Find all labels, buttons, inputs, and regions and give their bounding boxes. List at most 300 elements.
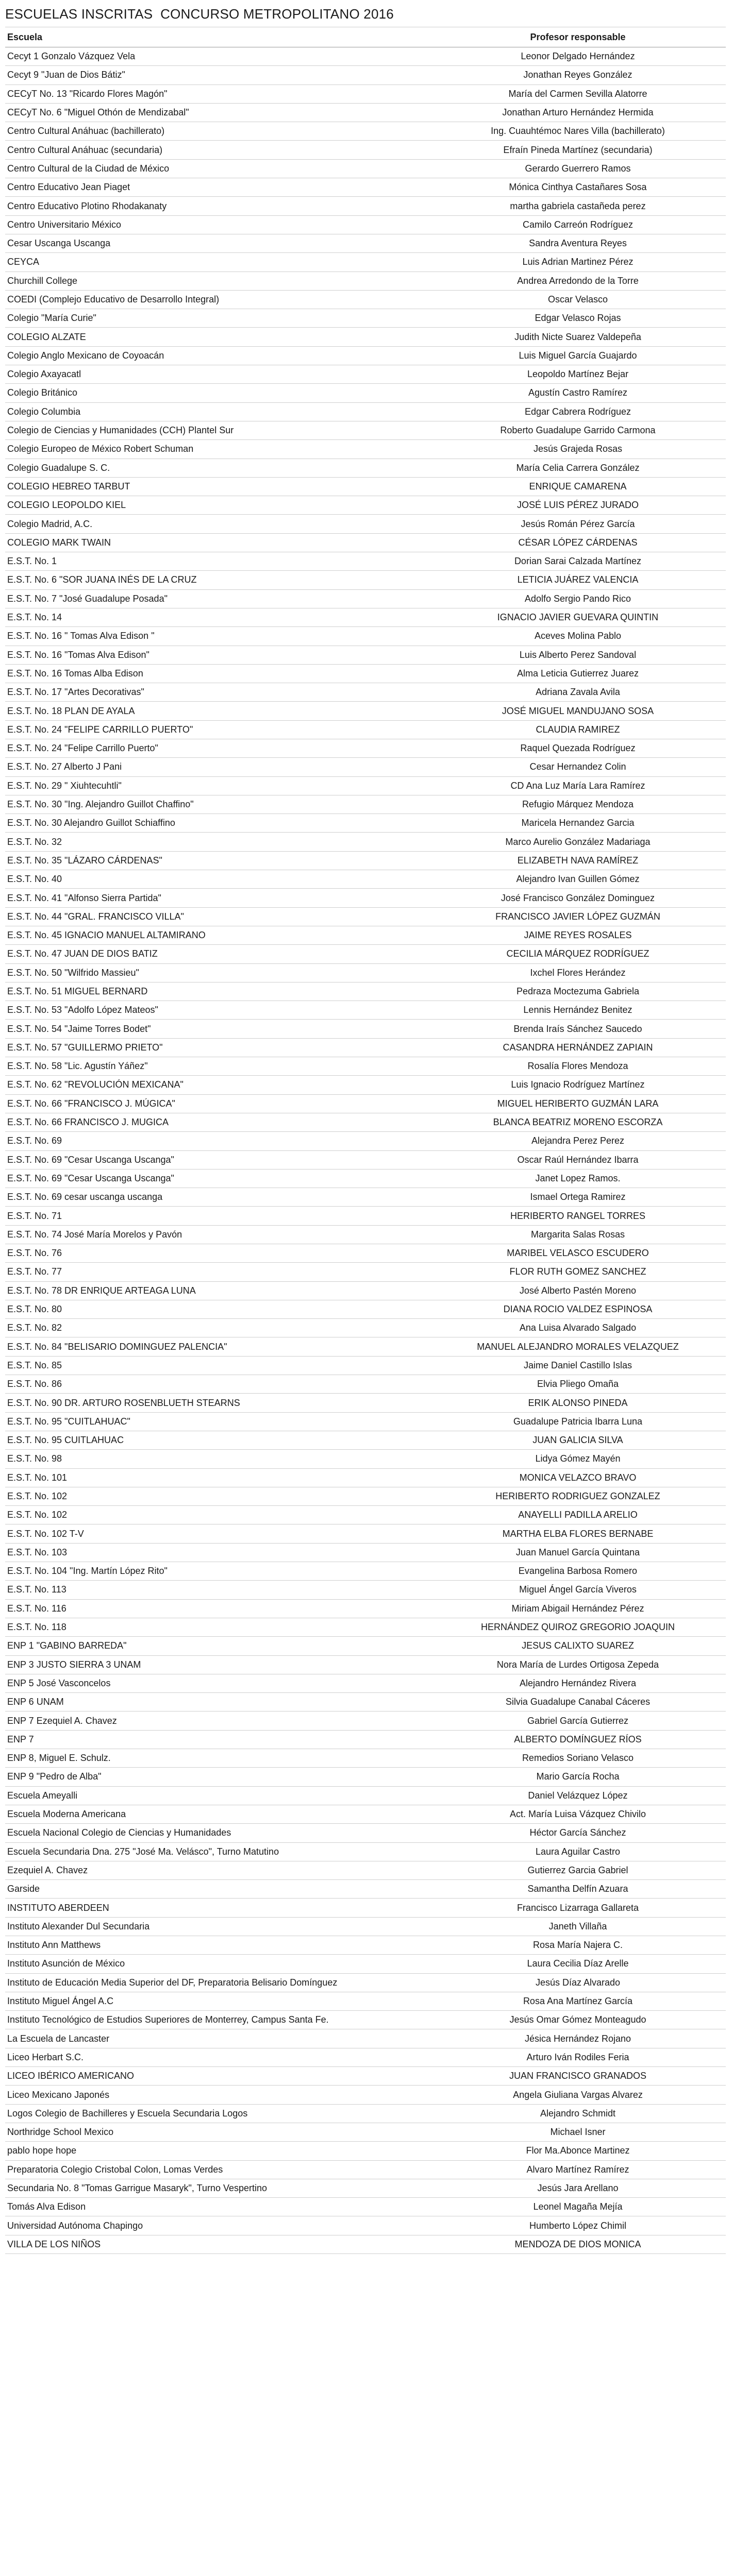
table-row (5, 178, 726, 197)
teacher-name: Camilo Carreón Rodríguez (522, 219, 634, 230)
teacher-name: Alvaro Martínez Ramírez (526, 2164, 629, 2175)
teacher-name: Juan Manuel García Quintana (515, 1547, 640, 1557)
table-row (5, 2105, 726, 2123)
teacher-name: Héctor García Sánchez (529, 1827, 626, 1838)
school-name: ENP 8, Miguel E. Schulz. (7, 1753, 111, 1764)
table-row (5, 552, 726, 571)
school-name: CEYCA (7, 257, 40, 267)
school-name: E.S.T. No. 58 "Lic. Agustín Yáñez" (7, 1061, 148, 1072)
school-name: Centro Universitario México (7, 219, 122, 230)
table-row (5, 1151, 726, 1170)
teacher-name: Rosalía Flores Mendoza (527, 1061, 628, 1072)
school-name: Ezequiel A. Chavez (7, 1865, 88, 1875)
table-row (5, 2216, 726, 2235)
teacher-name: Maricela Hernandez Garcia (521, 818, 635, 828)
table-row (5, 2067, 726, 2086)
school-name: E.S.T. No. 54 "Jaime Torres Bodet" (7, 1023, 151, 1034)
table-row (5, 478, 726, 496)
school-name: E.S.T. No. 95 "CUITLAHUAC" (7, 1416, 130, 1427)
teacher-name: María del Carmen Sevilla Alatorre (508, 88, 647, 99)
school-name: E.S.T. No. 76 (7, 1248, 62, 1259)
teacher-name: Gerardo Guerrero Ramos (525, 163, 631, 174)
teacher-name: Evangelina Barbosa Romero (518, 1566, 638, 1577)
school-name: E.S.T. No. 80 (7, 1304, 62, 1315)
school-name: Colegio Europeo de México Robert Schuman (7, 444, 194, 454)
teacher-name: Lidya Gómez Mayén (535, 1453, 621, 1464)
teacher-name: Flor Ma.Abonce Martinez (526, 2145, 630, 2156)
teacher-name: Leonor Delgado Hernández (521, 51, 635, 62)
table-body (5, 47, 726, 2254)
school-name: Cecyt 1 Gonzalo Vázquez Vela (7, 51, 136, 62)
school-name: E.S.T. No. 35 "LÁZARO CÁRDENAS" (7, 855, 162, 866)
teacher-name: Adolfo Sergio Pando Rico (524, 593, 631, 604)
school-name: E.S.T. No. 18 PLAN DE AYALA (7, 705, 135, 716)
teacher-name: Miguel Ángel García Viveros (519, 1584, 637, 1595)
table-row (5, 1562, 726, 1581)
school-name: Instituto Asunción de México (7, 1958, 125, 1969)
teacher-name: Raquel Quezada Rodríguez (520, 743, 636, 754)
teacher-name: Miriam Abigail Hernández Pérez (511, 1603, 644, 1614)
teacher-name: IGNACIO JAVIER GUEVARA QUINTIN (497, 612, 659, 623)
school-name: Northridge School Mexico (7, 2127, 114, 2138)
table-row (5, 1282, 726, 1300)
header-school: Escuela (7, 31, 43, 42)
school-name: Cesar Uscanga Uscanga (7, 238, 111, 249)
teacher-name: Humberto López Chimil (529, 2220, 627, 2231)
teacher-name: Arturo Iván Rodiles Feria (526, 2052, 629, 2062)
table-row (5, 1544, 726, 1562)
table-row (5, 1581, 726, 1599)
teacher-name: Edgar Velasco Rojas (535, 313, 621, 324)
table-row (5, 197, 726, 215)
school-name: Escuela Nacional Colegio de Ciencias y Humanidades (7, 1827, 231, 1838)
school-name: E.S.T. No. 50 "Wilfrido Massieu" (7, 967, 139, 978)
teacher-name: Jesús Román Pérez García (521, 518, 635, 529)
table-row (5, 1357, 726, 1375)
school-name: Liceo Mexicano Japonés (7, 2089, 110, 2100)
teacher-name: Luis Adrian Martinez Pérez (522, 257, 634, 267)
table-row (5, 160, 726, 178)
teacher-name: JAIME REYES ROSALES (524, 930, 632, 941)
table-row (5, 2086, 726, 2104)
table-row (5, 1188, 726, 1207)
school-name: Colegio Anglo Mexicano de Coyoacán (7, 350, 164, 361)
table-row (5, 515, 726, 533)
table-row (5, 739, 726, 758)
table-row (5, 852, 726, 870)
table-row (5, 1618, 726, 1637)
teacher-name: José Alberto Pastén Moreno (519, 1285, 637, 1296)
school-name: E.S.T. No. 30 "Ing. Alejandro Guillot Chaffino" (7, 799, 194, 810)
school-name: E.S.T. No. 44 "GRAL. FRANCISCO VILLA" (7, 911, 184, 922)
teacher-name: Luis Ignacio Rodríguez Martínez (511, 1079, 645, 1090)
table-row (5, 1207, 726, 1225)
school-name: E.S.T. No. 51 MIGUEL BERNARD (7, 986, 148, 996)
school-name: E.S.T. No. 53 "Adolfo López Mateos" (7, 1005, 158, 1015)
teacher-name: Janet Lopez Ramos. (535, 1173, 621, 1183)
teacher-name: DIANA ROCIO VALDEZ ESPINOSA (503, 1304, 653, 1315)
school-name: Centro Cultural Anáhuac (bachillerato) (7, 126, 165, 137)
school-name: E.S.T. No. 6 "SOR JUANA INÉS DE LA CRUZ (7, 574, 197, 585)
school-name: Instituto de Educación Media Superior del DF, Preparatoria Belisario Domínguez (7, 1977, 338, 1988)
table-row (5, 1375, 726, 1394)
table-row (5, 85, 726, 104)
school-name: COLEGIO HEBREO TARBUT (7, 481, 130, 492)
table-row (5, 47, 726, 66)
teacher-name: MARIBEL VELASCO ESCUDERO (507, 1248, 649, 1259)
table-row (5, 2029, 726, 2048)
school-name: Colegio Axayacatl (7, 369, 81, 380)
school-name: E.S.T. No. 78 DR ENRIQUE ARTEAGA LUNA (7, 1285, 196, 1296)
school-name: Preparatoria Colegio Cristobal Colon, Lomas Verdes (7, 2164, 223, 2175)
teacher-name: Jaime Daniel Castillo Islas (523, 1360, 632, 1370)
table-row (5, 1936, 726, 1955)
school-name: E.S.T. No. 40 (7, 874, 62, 885)
school-name: ENP 3 JUSTO SIERRA 3 UNAM (7, 1659, 141, 1670)
school-name: E.S.T. No. 69 "Cesar Uscanga Uscanga" (7, 1154, 174, 1165)
table-row (5, 104, 726, 122)
school-name: Instituto Ann Matthews (7, 1940, 101, 1951)
school-name: ENP 7 Ezequiel A. Chavez (7, 1715, 117, 1726)
school-name: E.S.T. No. 16 Tomas Alba Edison (7, 668, 143, 679)
table-row (5, 403, 726, 421)
teacher-name: MIGUEL HERIBERTO GUZMÁN LARA (497, 1098, 659, 1109)
school-name: E.S.T. No. 69 cesar uscanga uscanga (7, 1192, 163, 1202)
teacher-name: José Francisco González Dominguez (501, 892, 655, 903)
school-name: Secundaria No. 8 "Tomas Garrigue Masaryk", Turno Vespertino (7, 2182, 268, 2193)
school-name: E.S.T. No. 118 (7, 1622, 66, 1633)
school-name: Centro Cultural Anáhuac (secundaria) (7, 144, 163, 155)
school-name: E.S.T. No. 98 (7, 1453, 62, 1464)
table-row (5, 1113, 726, 1132)
school-name: VILLA DE LOS NIÑOS (7, 2239, 101, 2249)
school-name: COEDI (Complejo Educativo de Desarrollo Integral) (7, 294, 220, 304)
school-name: E.S.T. No. 57 "GUILLERMO PRIETO" (7, 1042, 163, 1053)
teacher-name: Guadalupe Patricia Ibarra Luna (513, 1416, 643, 1427)
school-name: E.S.T. No. 102 (7, 1491, 68, 1501)
teacher-name: Oscar Velasco (547, 294, 608, 304)
table-row (5, 1880, 726, 1899)
table-row (5, 1413, 726, 1431)
table-row (5, 870, 726, 889)
school-name: E.S.T. No. 27 Alberto J Pani (7, 761, 122, 772)
school-name: E.S.T. No. 24 "FELIPE CARRILLO PUERTO" (7, 724, 193, 735)
table-row (5, 1600, 726, 1618)
table-row (5, 1918, 726, 1936)
school-name: Colegio Guadalupe S. C. (7, 462, 110, 473)
table-row (5, 683, 726, 702)
teacher-name: HERNÁNDEZ QUIROZ GREGORIO JOAQUIN (480, 1622, 675, 1633)
table-row (5, 777, 726, 795)
school-name: Colegio Madrid, A.C. (7, 518, 93, 529)
table-row (5, 1394, 726, 1412)
teacher-name: Ismael Ortega Ramirez (530, 1192, 626, 1202)
teacher-name: Laura Aguilar Castro (535, 1846, 621, 1857)
table-row (5, 1226, 726, 1244)
teacher-name: Alejandro Hernández Rivera (519, 1677, 637, 1688)
table-row (5, 2161, 726, 2179)
teacher-name: Agustín Castro Ramírez (528, 387, 628, 398)
table-row (5, 982, 726, 1001)
teacher-name: JUAN FRANCISCO GRANADOS (509, 2071, 647, 2081)
table-row (5, 1450, 726, 1468)
school-name: Escuela Moderna Americana (7, 1809, 126, 1820)
school-name: Colegio de Ciencias y Humanidades (CCH) Plantel Sur (7, 425, 234, 436)
table-row (5, 608, 726, 627)
teacher-name: Lennis Hernández Benitez (523, 1005, 632, 1015)
school-name: Instituto Miguel Ángel A.C (7, 1996, 114, 2007)
school-name: E.S.T. No. 14 (7, 612, 62, 623)
table-row (5, 1001, 726, 1020)
table-row (5, 384, 726, 402)
school-name: E.S.T. No. 41 "Alfonso Sierra Partida" (7, 892, 161, 903)
table-row (5, 964, 726, 982)
table-row (5, 1824, 726, 1842)
teacher-name: Pedraza Moctezuma Gabriela (516, 986, 640, 996)
teacher-name: MENDOZA DE DIOS MONICA (514, 2239, 641, 2249)
teacher-name: Edgar Cabrera Rodríguez (524, 406, 631, 417)
table-row (5, 1974, 726, 1992)
school-name: E.S.T. No. 103 (7, 1547, 68, 1557)
table-row (5, 1431, 726, 1450)
table-row (5, 1711, 726, 1730)
table-row (5, 1731, 726, 1749)
teacher-name: Leonel Magaña Mejía (533, 2201, 623, 2212)
table-row (5, 1132, 726, 1150)
table-row (5, 908, 726, 926)
school-name: E.S.T. No. 71 (7, 1210, 62, 1221)
school-name: E.S.T. No. 24 "Felipe Carrillo Puerto" (7, 743, 158, 754)
teacher-name: Angela Giuliana Vargas Alvarez (513, 2089, 643, 2100)
table-row (5, 309, 726, 328)
school-name: E.S.T. No. 45 IGNACIO MANUEL ALTAMIRANO (7, 930, 206, 941)
table-row (5, 795, 726, 814)
school-name: E.S.T. No. 113 (7, 1584, 66, 1595)
teacher-name: Refugio Márquez Mendoza (522, 799, 634, 810)
table-row (5, 1656, 726, 1674)
school-name: Escuela Secundaria Dna. 275 "José Ma. Velásco", Turno Matutino (7, 1846, 279, 1857)
table-row (5, 702, 726, 720)
table-row (5, 234, 726, 253)
table-row (5, 1076, 726, 1094)
teacher-name: Ixchel Flores Herández (530, 967, 626, 978)
teacher-name: Rosa Ana Martínez García (523, 1996, 633, 2007)
school-name: Universidad Autónoma Chapingo (7, 2220, 143, 2231)
school-name: Colegio "María Curie" (7, 313, 96, 324)
school-name: E.S.T. No. 86 (7, 1379, 62, 1389)
schools-table (5, 27, 726, 2254)
teacher-name: Luis Miguel García Guajardo (519, 350, 637, 361)
school-name: COLEGIO MARK TWAIN (7, 537, 111, 548)
table-row (5, 833, 726, 851)
table-row (5, 1337, 726, 1356)
table-row (5, 122, 726, 141)
table-row (5, 571, 726, 589)
school-name: Garside (7, 1884, 40, 1894)
school-name: CECyT No. 13 "Ricardo Flores Magón" (7, 88, 168, 99)
school-name: E.S.T. No. 90 DR. ARTURO ROSENBLUETH STEARNS (7, 1397, 240, 1408)
teacher-name: Elvia Pliego Omaña (537, 1379, 619, 1389)
table-row (5, 665, 726, 683)
teacher-name: Francisco Lizarraga Gallareta (517, 1902, 639, 1913)
table-row (5, 1263, 726, 1281)
teacher-name: María Celia Carrera González (516, 462, 640, 473)
school-name: E.S.T. No. 29 " Xiuhtecuhtli" (7, 780, 122, 791)
school-name: Centro Cultural de la Ciudad de México (7, 163, 170, 174)
table-row (5, 1300, 726, 1319)
table-header-row (5, 27, 726, 47)
school-name: E.S.T. No. 66 "FRANCISCO J. MÚGICA" (7, 1098, 175, 1109)
teacher-name: Alejandro Schmidt (540, 2108, 616, 2119)
teacher-name: Sandra Aventura Reyes (529, 238, 627, 249)
teacher-name: Ing. Cuauhtémoc Nares Villa (bachillerato) (491, 126, 665, 137)
teacher-name: ELIZABETH NAVA RAMÍREZ (517, 855, 639, 866)
school-name: Centro Educativo Jean Piaget (7, 182, 130, 193)
teacher-name: LETICIA JUÁREZ VALENCIA (517, 574, 639, 585)
table-row (5, 1899, 726, 1917)
table-row (5, 421, 726, 440)
table-row (5, 1749, 726, 1768)
school-name: E.S.T. No. 62 "REVOLUCIÓN MEXICANA" (7, 1079, 184, 1090)
table-row (5, 141, 726, 159)
teacher-name: Samantha Delfín Azuara (527, 1884, 628, 1894)
school-name: E.S.T. No. 101 (7, 1472, 68, 1483)
table-row (5, 1319, 726, 1337)
table-row (5, 1787, 726, 1805)
school-name: Cecyt 9 "Juan de Dios Bátiz" (7, 70, 125, 80)
table-row (5, 1506, 726, 1524)
school-name: E.S.T. No. 82 (7, 1323, 62, 1333)
table-row (5, 2179, 726, 2198)
table-row (5, 590, 726, 608)
table-row (5, 2048, 726, 2067)
school-name: E.S.T. No. 102 (7, 1510, 68, 1520)
teacher-name: Efraín Pineda Martínez (secundaria) (503, 144, 653, 155)
teacher-name: Jonathan Reyes González (523, 70, 632, 80)
teacher-name: Gabriel García Gutierrez (527, 1715, 629, 1726)
teacher-name: ALBERTO DOMÍNGUEZ RÍOS (514, 1734, 642, 1744)
teacher-name: MONICA VELAZCO BRAVO (519, 1472, 637, 1483)
teacher-name: ENRIQUE CAMARENA (529, 481, 627, 492)
school-name: Tomás Alva Edison (7, 2201, 86, 2212)
document-title: ESCUELAS INSCRITAS CONCURSO METROPOLITANO 2016 (5, 6, 394, 22)
school-name: Instituto Tecnológico de Estudios Superiores de Monterrey, Campus Santa Fe. (7, 2014, 329, 2025)
school-name: E.S.T. No. 102 T-V (7, 1528, 84, 1539)
school-name: Centro Educativo Plotino Rhodakanaty (7, 200, 167, 211)
table-row (5, 365, 726, 384)
table-row (5, 534, 726, 552)
table-row (5, 1244, 726, 1263)
teacher-name: Alejandro Ivan Guillen Gómez (516, 874, 640, 885)
teacher-name: JUAN GALICIA SILVA (532, 1435, 623, 1446)
teacher-name: FLOR RUTH GOMEZ SANCHEZ (509, 1266, 646, 1277)
table-row (5, 1057, 726, 1076)
school-name: Instituto Alexander Dul Secundaria (7, 1921, 150, 1931)
table-row (5, 253, 726, 272)
table-row (5, 1768, 726, 1786)
school-name: E.S.T. No. 16 " Tomas Alva Edison " (7, 631, 155, 641)
table-row (5, 1992, 726, 2011)
teacher-name: Jesús Jara Arellano (537, 2182, 619, 2193)
teacher-name: Marco Aurelio González Madariaga (505, 836, 651, 847)
school-name: E.S.T. No. 77 (7, 1266, 62, 1277)
school-name: ENP 1 "GABINO BARREDA" (7, 1640, 127, 1651)
table-row (5, 945, 726, 963)
table-row (5, 272, 726, 291)
teacher-name: Remedios Soriano Velasco (522, 1753, 634, 1764)
teacher-name: Ana Luisa Alvarado Salgado (519, 1323, 637, 1333)
teacher-name: CD Ana Luz María Lara Ramírez (510, 780, 645, 791)
teacher-name: FRANCISCO JAVIER LÓPEZ GUZMÁN (495, 911, 660, 922)
teacher-name: Daniel Velázquez López (528, 1790, 628, 1801)
table-row (5, 440, 726, 459)
teacher-name: CLAUDIA RAMIREZ (536, 724, 620, 735)
school-name: CECyT No. 6 "Miguel Othón de Mendizabal" (7, 107, 189, 118)
teacher-name: martha gabriela castañeda perez (510, 200, 646, 211)
school-name: E.S.T. No. 17 "Artes Decorativas" (7, 687, 144, 698)
school-name: E.S.T. No. 66 FRANCISCO J. MUGICA (7, 1117, 169, 1128)
table-row (5, 347, 726, 365)
teacher-name: Act. María Luisa Vázquez Chivilo (509, 1809, 646, 1820)
teacher-name: Jésica Hernández Rojano (524, 2033, 631, 2044)
table-row (5, 216, 726, 234)
school-name: Churchill College (7, 275, 78, 286)
table-row (5, 814, 726, 833)
table-row (5, 2235, 726, 2254)
teacher-name: Luis Alberto Perez Sandoval (519, 649, 637, 660)
table-row (5, 291, 726, 309)
school-name: ENP 5 José Vasconcelos (7, 1677, 111, 1688)
teacher-name: Cesar Hernandez Colin (529, 761, 626, 772)
table-row (5, 2123, 726, 2142)
table-row (5, 496, 726, 515)
teacher-name: Oscar Raúl Hernández Ibarra (517, 1154, 639, 1165)
teacher-name: Laura Cecilia Díaz Arelle (527, 1958, 629, 1969)
table-row (5, 1039, 726, 1057)
school-name: COLEGIO LEOPOLDO KIEL (7, 500, 126, 511)
teacher-name: Leopoldo Martínez Bejar (527, 369, 629, 380)
teacher-name: Judith Nicte Suarez Valdepeña (514, 331, 641, 342)
school-name: E.S.T. No. 95 CUITLAHUAC (7, 1435, 124, 1446)
teacher-name: CÉSAR LÓPEZ CÁRDENAS (518, 537, 638, 548)
school-name: ENP 9 "Pedro de Alba" (7, 1771, 102, 1782)
teacher-name: JOSÉ MIGUEL MANDUJANO SOSA (502, 705, 654, 716)
table-row (5, 1805, 726, 1824)
school-name: E.S.T. No. 69 (7, 1136, 62, 1146)
table-row (5, 1843, 726, 1861)
school-name: Escuela Ameyalli (7, 1790, 78, 1801)
table-row (5, 1095, 726, 1113)
school-name: INSTITUTO ABERDEEN (7, 1902, 109, 1913)
school-name: E.S.T. No. 32 (7, 836, 62, 847)
school-name: Logos Colegio de Bachilleres y Escuela Secundaria Logos (7, 2108, 248, 2119)
teacher-name: Rosa María Najera C. (532, 1940, 623, 1951)
teacher-name: Aceves Molina Pablo (534, 631, 622, 641)
school-name: ENP 7 (7, 1734, 34, 1744)
table-row (5, 1861, 726, 1880)
school-name: E.S.T. No. 104 "Ing. Martín López Rito" (7, 1566, 168, 1577)
table-row (5, 627, 726, 646)
table-row (5, 758, 726, 776)
teacher-name: Andrea Arredondo de la Torre (517, 275, 639, 286)
table-row (5, 2142, 726, 2160)
table-row (5, 2198, 726, 2216)
school-name: E.S.T. No. 1 (7, 556, 57, 567)
school-name: E.S.T. No. 116 (7, 1603, 66, 1614)
table-row (5, 1469, 726, 1487)
school-name: E.S.T. No. 74 José María Morelos y Pavón (7, 1229, 182, 1240)
school-name: E.S.T. No. 69 "Cesar Uscanga Uscanga" (7, 1173, 174, 1183)
